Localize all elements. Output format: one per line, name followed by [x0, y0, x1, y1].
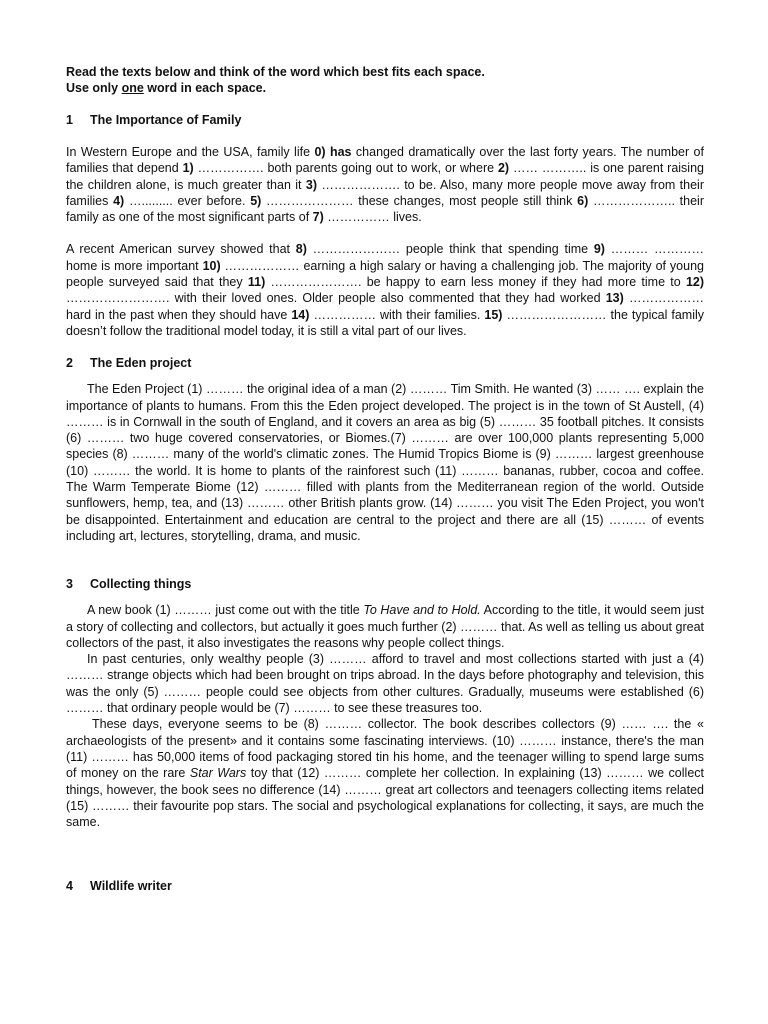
- text-run: ……………….. their family as one of the most significant parts of: [66, 193, 704, 225]
- section3-book-title: To Have and to Hold.: [363, 603, 481, 618]
- text-run: ……………………. with their loved ones. Older people also commented that they had worked: [66, 291, 606, 306]
- gap-number: 5): [250, 193, 262, 208]
- section2-paragraph: The Eden Project (1) ……… the original idea of a man (2) ……… Tim Smith. He wanted (3) …… …. explain the importance of plants to humans. From this the Eden project developed. The project is in the town of St Austell, (4) ……… is in Cornwall in the south of England, and it covers an area as big (5) ……… 35 football pitches. It consists (6) ……… two huge covered conservatories, or Biomes.(7) ……… are over 100,000 plants representing 5,000 species (8) ……… many of the world's climatic zones. The Humid Tropics Biome is (9) ……… largest greenhouse (10) ……… the world. It is home to plants of the rainforest such (11) ……… bananas, rubber, cocoa and coffee. The Warm Temperate Biome (12) ……… filled with plants from the Mediterranean region of the world. Outside sunflowers, hemp, tea, and (13) ……… other British plants grow. (14) ……… you visit The Eden Project, you won't be disappointed. Entertainment and education are central to the project and there are all (15) ……… of events including art, lectures, storytelling, drama, and music.: [66, 382, 704, 543]
- text-run: ……………… earning a high salary or having a challenging job. The majority of young people surveyed said that they: [66, 258, 704, 290]
- gap-number: 10): [202, 258, 221, 273]
- gap-number: 12): [685, 275, 705, 290]
- instructions: [66, 64, 704, 96]
- section2-title: The Eden project: [90, 356, 192, 371]
- gap-number: 3): [305, 177, 317, 192]
- section4-title: Wildlife writer: [90, 879, 172, 894]
- text-run: ………………… these changes, most people still think: [261, 193, 578, 208]
- section1-heading: [66, 112, 704, 128]
- gap-number: 4): [113, 193, 125, 208]
- gap-number: 14): [291, 307, 310, 322]
- section2-heading: [66, 355, 704, 371]
- gap-number: 15): [484, 307, 503, 322]
- section4-number: 4: [66, 879, 73, 894]
- gap-number: 0) has: [314, 145, 352, 159]
- text-run: ……………. both parents going out to work, or where: [193, 161, 498, 176]
- text-run: ………………. to be. Also, many more people move away from their families: [66, 177, 704, 208]
- text-run: …………… with their families.: [309, 307, 485, 322]
- gap-number: 13): [605, 291, 624, 306]
- section2-number: 2: [66, 356, 73, 371]
- section1-number: 1: [66, 113, 73, 127]
- text-run: ………………… people think that spending time: [306, 242, 594, 257]
- worksheet-page: [66, 64, 704, 894]
- gap-number: 8): [295, 242, 307, 257]
- gap-number: 7): [312, 210, 324, 225]
- text-run: …………………… the typical family doesn’t follow the traditional model today, it is still a vital part of our lives.: [66, 307, 705, 338]
- gap-number: 2): [497, 161, 510, 176]
- section3-title: Collecting things: [90, 577, 192, 592]
- section1-paragraph2: [66, 241, 704, 339]
- section3-paragraph3: [66, 716, 704, 830]
- text-run: A recent American survey showed that: [66, 242, 296, 257]
- text-run: In Western Europe and the USA, family life: [66, 145, 315, 159]
- section3-star-wars: Star Wars: [189, 766, 247, 781]
- section3-p3-post: toy that (12) ……… complete her collection. In explaining (13) ……… we collect things, however, the book sees no difference (14) ……… great art collectors and teenagers collecting items related (15) ……… their favourite pop stars. The social and psychological explanations for collecting, it says, are much the same.: [66, 766, 704, 830]
- instructions-line1: Read the texts below and think of the word which best fits each space.: [66, 65, 485, 79]
- instructions-line2-post: word in each space.: [143, 81, 267, 95]
- section3-heading: [66, 576, 704, 592]
- section3-paragraph2: In past centuries, only wealthy people (3) ……… afford to travel and most collections started with just a (4) ……… strange objects which had been brought on trips abroad. In the days before photography and television, this was the only (5) ……… people could see objects from other cultures. Gradually, museums were established (6) ……… that ordinary people would be (7) ……… to see these treasures too.: [66, 652, 704, 716]
- text-run: ……………… hard in the past when they should have: [66, 291, 704, 322]
- section3-paragraph1: [66, 602, 704, 651]
- section3-p1-post: According to the title, it would seem just a story of collecting and collectors, but actually it goes much further (2) ……… that. As well as telling us about great collectors of the past, it also investigates the reasons why people collect things.: [66, 603, 704, 650]
- section4-heading: [66, 878, 704, 894]
- section3-number: 3: [66, 577, 73, 592]
- text-run: …………… lives.: [323, 210, 422, 225]
- instructions-underlined-word: one: [121, 81, 144, 95]
- gap-number: 11): [247, 275, 266, 290]
- section1-paragraph1: [66, 144, 704, 225]
- text-run: …… ……….. is one parent raising the children alone, is much greater than it: [66, 161, 704, 192]
- section1-title: The Importance of Family: [90, 113, 242, 127]
- instructions-line2-pre: Use only: [66, 81, 122, 95]
- text-run: …......... ever before.: [124, 193, 251, 208]
- text-run: changed dramatically over the last forty years. The number of families that depend: [66, 145, 704, 176]
- gap-number: 9): [593, 242, 605, 257]
- gap-number: 6): [577, 193, 589, 208]
- text-run: ……… ………… home is more important: [66, 242, 704, 273]
- gap-number: 1): [182, 161, 194, 176]
- text-run: …………………. be happy to earn less money if they had more time to: [265, 275, 686, 290]
- section3-p3-pre: These days, everyone seems to be (8) ……… collector. The book describes collectors (9) …… …. the « archaeologists of the present» and it contains some fascinating interviews. (10) ……… instance, there's the man (11) ……… has 50,000 items of food packaging stored tin his home, and the teenager willing to spend large sums of money on the rare: [66, 717, 704, 781]
- section3-p1-pre: A new book (1) ……… just come out with the title: [87, 603, 364, 618]
